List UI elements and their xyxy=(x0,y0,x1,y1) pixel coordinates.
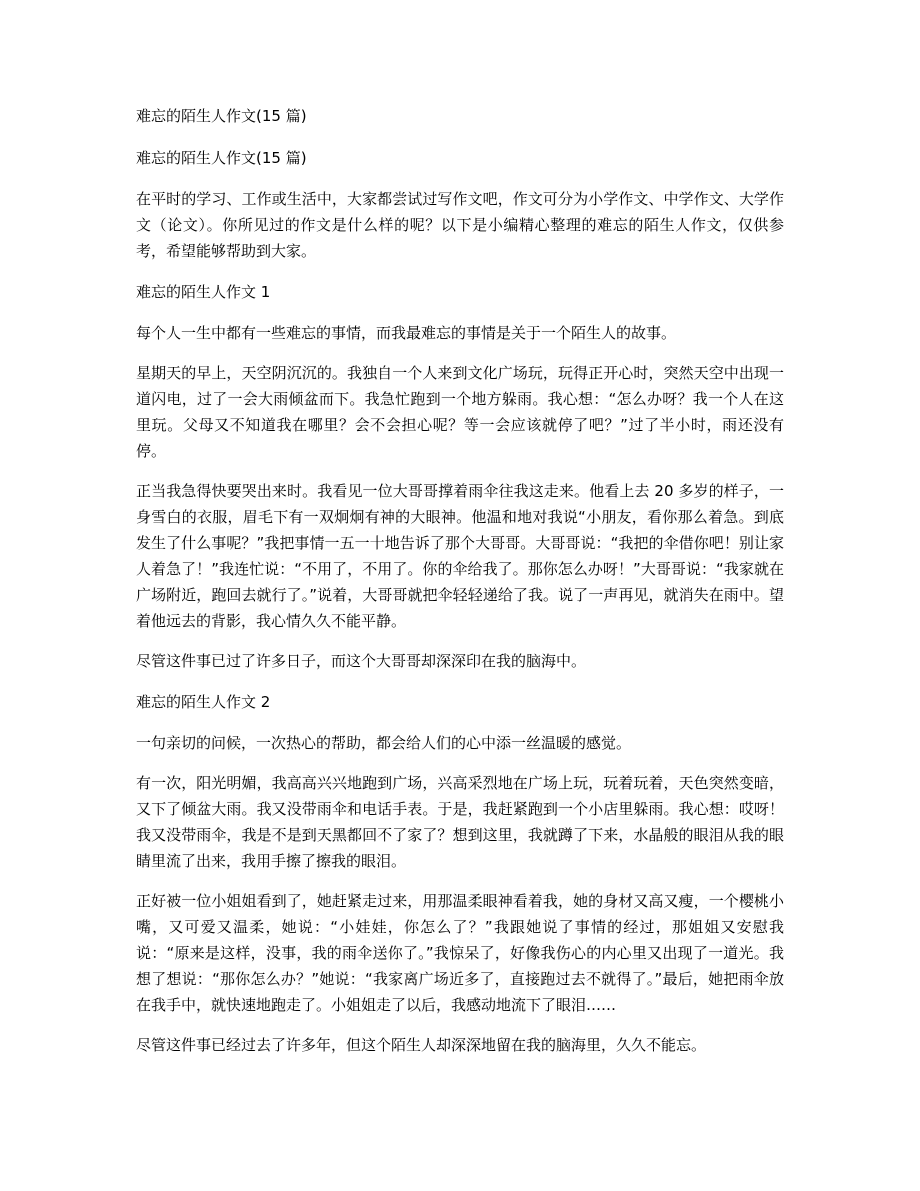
document-title: 难忘的陌生人作文(15 篇) xyxy=(136,107,307,125)
essay-2-paragraph: 一句亲切的问候，一次热心的帮助，都会给人们的心中添一丝温暖的感觉。 xyxy=(136,734,632,752)
essay-2-title: 难忘的陌生人作文 2 xyxy=(136,693,271,711)
essay-1-paragraph: 尽管这件事已过了许多日子，而这个大哥哥却深深印在我的脑海中。 xyxy=(136,652,587,670)
essay-2-paragraph: 正好被一位小姐姐看到了，她赶紧走过来，用那温柔眼神看着我，她的身材又高又瘦，一个樱桃小嘴，又可爱又温柔，她说：“小娃娃，你怎么了？”我跟她说了事情的经过，那姐姐又安慰我说：“原来是这样，没事，我的雨伞送你了。”我惊呆了，好像我伤心的内心里又出现了一道光。我想了想说：“那你怎么办？”她说：“我家离广场近多了，直接跑过去不就得了。”最后，她把雨伞放在我手中，就快速地跑走了。小姐姐走了以后，我感动地流下了眼泪…… xyxy=(136,892,784,1014)
intro-paragraph: 在平时的学习、工作或生活中，大家都尝试过写作文吧，作文可分为小学作文、中学作文、大学作文（论文）。你所见过的作文是什么样的呢？以下是小编精心整理的难忘的陌生人作文，仅供参考，希望能够帮助到大家。 xyxy=(136,190,784,260)
essay-1-paragraph: 正当我急得快要哭出来时。我看见一位大哥哥撑着雨伞往我这走来。他看上去 20 多岁的样子，一身雪白的衣服，眉毛下有一双炯炯有神的大眼神。他温和地对我说“小朋友，看你那么着急。到底发生了什么事呢？”我把事情一五一十地告诉了那个大哥哥。大哥哥说：“我把的伞借你吧！别让家人着急了！”我连忙说：“不用了，不用了。你的伞给我了。那你怎么办呀！”大哥哥说：“我家就在广场附近，跑回去就行了。”说着，大哥哥就把伞轻轻递给了我。说了一声再见，就消失在雨中。望着他远去的背影，我心情久久不能平静。 xyxy=(136,482,784,630)
document-subtitle: 难忘的陌生人作文(15 篇) xyxy=(136,149,307,167)
essay-1-paragraph: 星期天的早上，天空阴沉沉的。我独自一个人来到文化广场玩，玩得正开心时，突然天空中出现一道闪电，过了一会大雨倾盆而下。我急忙跑到一个地方躲雨。我心想：“怎么办呀？我一个人在这里玩。父母又不知道我在哪里？会不会担心呢？等一会应该就停了吧？”过了半小时，雨还没有停。 xyxy=(136,364,784,460)
essay-2-paragraph: 有一次，阳光明媚，我高高兴兴地跑到广场，兴高采烈地在广场上玩，玩着玩着，天色突然变暗，又下了倾盆大雨。我又没带雨伞和电话手表。于是，我赶紧跑到一个小店里躲雨。我心想：哎呀！我又没带雨伞，我是不是到天黑都回不了家了？想到这里，我就蹲了下来，水晶般的眼泪从我的眼睛里流了出来，我用手擦了擦我的眼泪。 xyxy=(136,774,784,870)
essay-1-paragraph: 每个人一生中都有一些难忘的事情，而我最难忘的事情是关于一个陌生人的故事。 xyxy=(136,324,677,342)
document-page xyxy=(136,102,784,1072)
essay-2-paragraph: 尽管这件事已经过去了许多年，但这个陌生人却深深地留在我的脑海里，久久不能忘。 xyxy=(136,1036,707,1054)
essay-1-title: 难忘的陌生人作文 1 xyxy=(136,283,271,301)
